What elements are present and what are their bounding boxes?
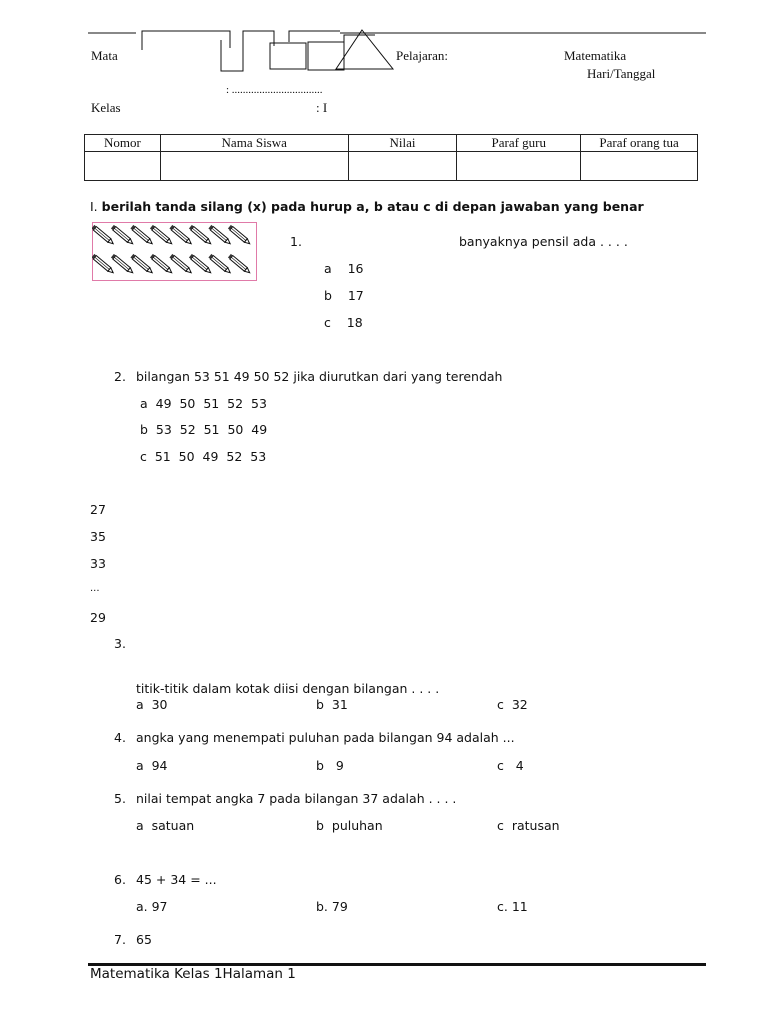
q1-option-a[interactable]	[324, 261, 363, 276]
sequence-number: 33	[90, 556, 106, 571]
column-header: Paraf orang tua	[581, 135, 698, 152]
q6-text: 45 + 34 = ...	[136, 872, 217, 887]
q6-number: 6.	[114, 872, 126, 887]
sequence-number: 29	[90, 610, 106, 625]
student-info-table	[84, 134, 698, 181]
pencil-icon	[130, 254, 153, 275]
pelajaran-label: Pelajaran:	[396, 48, 448, 63]
decor-line	[221, 31, 274, 71]
q1-option-b[interactable]	[324, 288, 364, 303]
pencil-icon	[169, 254, 192, 275]
kelas-value: : I	[316, 100, 328, 115]
footer-text: Matematika Kelas 1Halaman 1	[90, 966, 296, 982]
pencil-icon	[228, 254, 251, 275]
pencil-icon	[169, 225, 192, 246]
q4-option-a[interactable]: a 94	[136, 758, 168, 773]
pencil-icon	[92, 225, 115, 246]
q3-text: titik-titik dalam kotak diisi dengan bilangan . . . .	[136, 681, 440, 696]
decor-box	[270, 43, 306, 69]
column-header: Nama Siswa	[160, 135, 348, 152]
option-value: 51 50 49 52 53	[154, 449, 267, 464]
pencil-icon	[208, 225, 231, 246]
q6-option-a[interactable]: a. 97	[136, 899, 168, 914]
q4-text: angka yang menempati puluhan pada bilangan 94 adalah ...	[136, 730, 515, 745]
q6-option-b[interactable]: b. 79	[316, 899, 348, 914]
pencil-icon	[208, 254, 231, 275]
q2-number: 2.	[114, 369, 126, 384]
option-letter: b	[324, 288, 332, 303]
pencil-icon	[130, 225, 153, 246]
q5-text: nilai tempat angka 7 pada bilangan 37 adalah . . . .	[136, 791, 457, 806]
column-header: Nomor	[85, 135, 161, 152]
pencil-icon	[150, 254, 173, 275]
decor-line	[289, 31, 340, 42]
decor-triangle	[336, 30, 393, 69]
q2-option-b[interactable]	[140, 422, 267, 437]
subject-value: Matematika	[564, 48, 627, 63]
table-cell[interactable]	[348, 152, 457, 181]
pencil-icon	[228, 225, 251, 246]
q4-number: 4.	[114, 730, 126, 745]
column-header: Nilai	[348, 135, 457, 152]
q2-text: bilangan 53 51 49 50 52 jika diurutkan dari yang terendah	[136, 369, 503, 384]
pencil-icon	[111, 225, 134, 246]
option-letter: a	[140, 396, 148, 411]
q1-text: banyaknya pensil ada . . . .	[459, 234, 628, 249]
option-value: 53 52 51 50 49	[155, 422, 268, 437]
section-number: I.	[90, 199, 98, 214]
section-instruction	[90, 199, 644, 214]
q7-text: 65	[136, 932, 152, 947]
pencil-group	[92, 225, 251, 275]
q2-option-c[interactable]	[140, 449, 266, 464]
pencil-icon	[189, 254, 212, 275]
table-cell[interactable]	[457, 152, 581, 181]
q5-option-b[interactable]: b puluhan	[316, 818, 383, 833]
mata-label: Mata	[91, 48, 118, 63]
q5-option-c[interactable]: c ratusan	[497, 818, 560, 833]
sequence-blank: ...	[90, 583, 100, 594]
option-letter: a	[324, 261, 332, 276]
option-letter: c	[324, 315, 331, 330]
pencil-picture	[92, 222, 258, 282]
pencil-icon	[189, 225, 212, 246]
q7-number: 7.	[114, 932, 126, 947]
table-row	[85, 152, 698, 181]
q2-option-a[interactable]	[140, 396, 267, 411]
q6-option-c[interactable]: c. 11	[497, 899, 528, 914]
date-dots: : .................................	[226, 84, 323, 96]
q3-option-c[interactable]: c 32	[497, 697, 528, 712]
kelas-label: Kelas	[91, 100, 121, 115]
q3-number: 3.	[114, 636, 126, 651]
option-value: 18	[346, 315, 363, 330]
table-cell[interactable]	[160, 152, 348, 181]
table-header-row	[85, 135, 698, 152]
instruction-text: berilah tanda silang (x) pada hurup a, b atau c di depan jawaban yang benar	[101, 199, 644, 214]
pencil-icon	[92, 254, 115, 275]
option-value: 49 50 51 52 53	[155, 396, 267, 411]
pencil-icon	[150, 225, 173, 246]
option-value: 16	[347, 261, 364, 276]
decor-line	[142, 31, 203, 50]
q3-option-b[interactable]: b 31	[316, 697, 348, 712]
q5-option-a[interactable]: a satuan	[136, 818, 195, 833]
q4-option-b[interactable]: b 9	[316, 758, 344, 773]
sequence-number: 27	[90, 502, 106, 517]
sequence-number: 35	[90, 529, 106, 544]
option-value: 17	[347, 288, 364, 303]
q4-option-c[interactable]: c 4	[497, 758, 524, 773]
date-label: Hari/Tanggal	[587, 66, 656, 81]
decor-line	[203, 31, 230, 48]
column-header: Paraf guru	[457, 135, 581, 152]
table-cell[interactable]	[85, 152, 161, 181]
pencil-icon	[111, 254, 134, 275]
q3-option-a[interactable]: a 30	[136, 697, 168, 712]
q1-number: 1.	[290, 234, 302, 249]
option-letter: c	[140, 449, 147, 464]
q5-number: 5.	[114, 791, 126, 806]
table-cell[interactable]	[581, 152, 698, 181]
option-letter: b	[140, 422, 148, 437]
q1-option-c[interactable]	[324, 315, 363, 330]
